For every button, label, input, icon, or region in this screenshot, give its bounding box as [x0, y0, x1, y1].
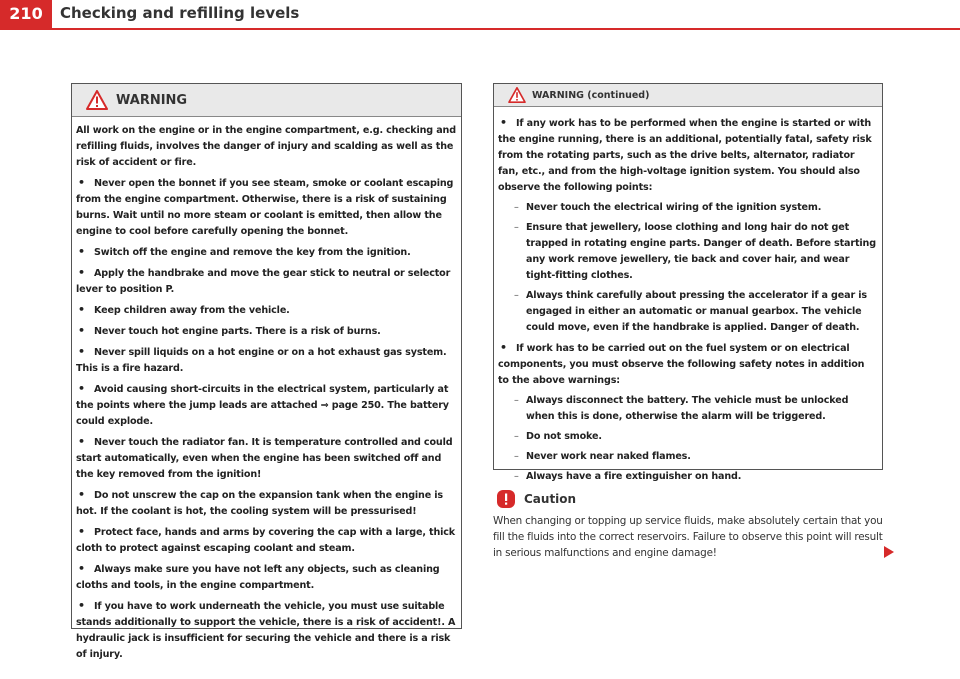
warning-dash-item: – Always think carefully about pressing the accelerator if a gear is engaged in either an automatic or manual gearbox. The vehicle could move, even if the handbrake is applied. Danger of death.: [498, 288, 878, 336]
next-page-arrow-icon[interactable]: [883, 545, 895, 559]
warning-bullet: • Never touch hot engine parts. There is a risk of burns.: [76, 323, 457, 340]
warning-triangle-icon: [508, 87, 526, 103]
warning-bullet: • If work has to be carried out on the fuel system or on electrical components, you must observe the following safety notes in addition to the above warnings:: [498, 340, 878, 389]
warning-dash-item: – Always disconnect the battery. The vehicle must be unlocked when this is done, otherwise the alarm will be triggered.: [498, 393, 878, 425]
warning-continued-title: WARNING (continued): [532, 89, 650, 101]
chapter-title: Checking and refilling levels: [60, 4, 300, 22]
warning-bullet: • Keep children away from the vehicle.: [76, 302, 457, 319]
warning-bullet: • Never open the bonnet if you see steam, smoke or coolant escaping from the engine compartment. Otherwise, there is a risk of sustaining burns. Wait until no more steam or coolant is emitted, then allow the engine to cool before carefully opening the bonnet.: [76, 175, 457, 240]
warning-intro: All work on the engine or in the engine compartment, e.g. checking and refilling fluids, involves the danger of injury and scalding as well as the risk of accident or fire.: [76, 125, 456, 168]
warning-bullet: • If any work has to be performed when the engine is started or with the engine running, there is an additional, potentially fatal, safety risk from the rotating parts, such as the drive belts, alternator, radiator fan, etc., and from the high-voltage ignition system. You should also observe the following points:: [498, 115, 878, 196]
warning-title: WARNING: [116, 92, 188, 108]
warning-continued-header: [494, 84, 882, 107]
warning-header: [72, 84, 461, 117]
warning-dash-item: – Do not smoke.: [498, 429, 878, 445]
warning-bullet: • Always make sure you have not left any objects, such as cleaning cloths and tools, in the engine compartment.: [76, 561, 457, 594]
caution-heading: [496, 489, 576, 509]
warning-bullet: • Protect face, hands and arms by covering the cap with a large, thick cloth to protect against escaping coolant and steam.: [76, 524, 457, 557]
warning-triangle-icon: [86, 90, 108, 110]
warning-continued-body: [494, 107, 882, 485]
page-header: [0, 0, 960, 30]
caution-exclamation-icon: [496, 489, 516, 509]
warning-dash-item: – Never touch the electrical wiring of the ignition system.: [498, 200, 878, 216]
warning-dash-item: – Ensure that jewellery, loose clothing and long hair do not get trapped in rotating engine parts. Danger of death. Before starting any work remove jewellery, tie back and cover hair, and wear tight-fitting clothes.: [498, 220, 878, 284]
warning-bullet: • Do not unscrew the cap on the expansion tank when the engine is hot. If the coolant is hot, the cooling system will be pressurised!: [76, 487, 457, 520]
caution-title: Caution: [524, 492, 577, 506]
warning-dash-item: – Always have a fire extinguisher on hand.: [498, 469, 878, 485]
warning-bullet: • If you have to work underneath the vehicle, you must use suitable stands additionally to support the vehicle, there is a risk of accident!. A hydraulic jack is insufficient for securing the vehicle and there is a risk of injury.: [76, 598, 457, 663]
warning-dash-item: – Never work near naked flames.: [498, 449, 878, 465]
warning-bullet: • Never touch the radiator fan. It is temperature controlled and could start automatically, even when the engine has been switched off and the key removed from the ignition!: [76, 434, 457, 483]
warning-continued-box: [493, 83, 883, 482]
warning-bullet: • Never spill liquids on a hot engine or on a hot exhaust gas system. This is a fire hazard.: [76, 344, 457, 377]
warning-bullet-page-ref[interactable]: • Avoid causing short-circuits in the electrical system, particularly at the points where the jump leads are attached ⇒ page 250. The battery could explode.: [76, 381, 457, 430]
warning-box: [71, 83, 462, 660]
warning-body: [72, 117, 461, 663]
caution-text: When changing or topping up service fluids, make absolutely certain that you fill the fluids into the correct reservoirs. Failure to observe this point will result in serious malfunctions and engine damage!: [493, 515, 883, 559]
warning-bullet: • Apply the handbrake and move the gear stick to neutral or selector lever to position P.: [76, 265, 457, 298]
header-rule: [0, 28, 960, 30]
warning-bullet: • Switch off the engine and remove the key from the ignition.: [76, 244, 457, 261]
page-number: 210: [0, 0, 52, 28]
